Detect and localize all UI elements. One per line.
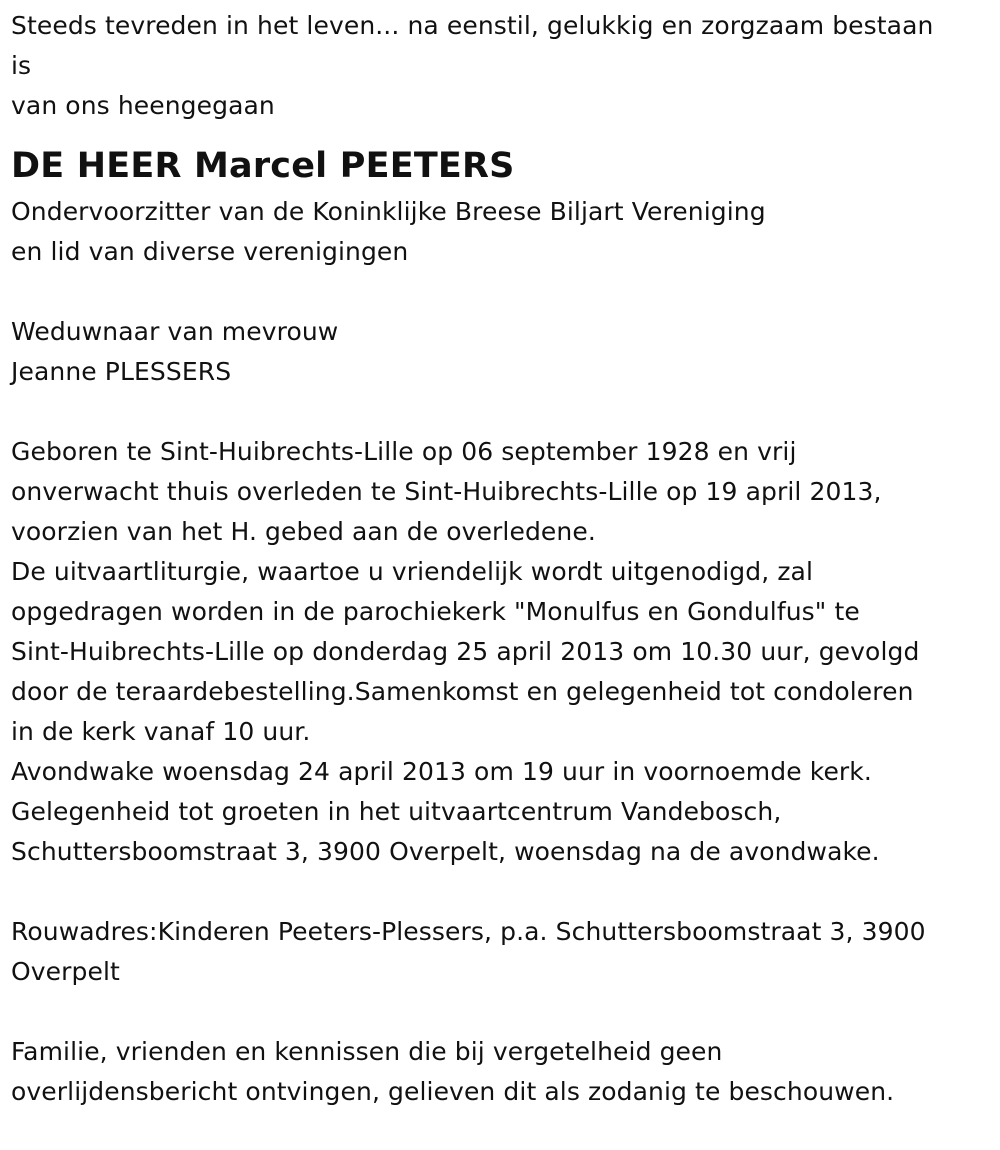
details-line-7: door de teraardebestelling.Samenkomst en gelegenheid tot condoleren xyxy=(11,677,914,706)
details-line-3: voorzien van het H. gebed aan de overledene. xyxy=(11,517,596,546)
intro-line-3: van ons heengegaan xyxy=(11,91,275,120)
spouse-line-2: Jeanne PLESSERS xyxy=(11,357,232,386)
spouse-line-1: Weduwnaar van mevrouw xyxy=(11,317,339,346)
details-line-6: Sint-Huibrechts-Lille op donderdag 25 april 2013 om 10.30 uur, gevolgd xyxy=(11,637,920,666)
spacer xyxy=(11,872,991,912)
details-line-5: opgedragen worden in de parochiekerk "Monulfus en Gondulfus" te xyxy=(11,597,860,626)
details-line-9: Avondwake woensdag 24 april 2013 om 19 uur in voornoemde kerk. xyxy=(11,757,872,786)
obituary-notice xyxy=(11,6,991,1112)
closing-line-1: Familie, vrienden en kennissen die bij vergetelheid geen xyxy=(11,1037,723,1066)
details-line-10: Gelegenheid tot groeten in het uitvaartcentrum Vandebosch, xyxy=(11,797,782,826)
spacer xyxy=(11,392,991,432)
role-line-1: Ondervoorzitter van de Koninklijke Breese Biljart Vereniging xyxy=(11,197,766,226)
details-line-4: De uitvaartliturgie, waartoe u vriendelijk wordt uitgenodigd, zal xyxy=(11,557,814,586)
details-line-1: Geboren te Sint-Huibrechts-Lille op 06 september 1928 en vrij xyxy=(11,437,797,466)
spacer xyxy=(11,992,991,1032)
spacer xyxy=(11,272,991,312)
intro-line-2: is xyxy=(11,51,32,80)
closing-line-2: overlijdensbericht ontvingen, gelieven dit als zodanig te beschouwen. xyxy=(11,1077,895,1106)
deceased-name: DE HEER Marcel PEETERS xyxy=(11,146,515,186)
intro-line-1: Steeds tevreden in het leven... na eenstil, gelukkig en zorgzaam bestaan xyxy=(11,11,934,40)
details-line-2: onverwacht thuis overleden te Sint-Huibrechts-Lille op 19 april 2013, xyxy=(11,477,882,506)
details-line-11: Schuttersboomstraat 3, 3900 Overpelt, woensdag na de avondwake. xyxy=(11,837,880,866)
address-line-1: Rouwadres:Kinderen Peeters-Plessers, p.a. Schuttersboomstraat 3, 3900 xyxy=(11,917,926,946)
role-line-2: en lid van diverse verenigingen xyxy=(11,237,409,266)
details-line-8: in de kerk vanaf 10 uur. xyxy=(11,717,311,746)
address-line-2: Overpelt xyxy=(11,957,120,986)
